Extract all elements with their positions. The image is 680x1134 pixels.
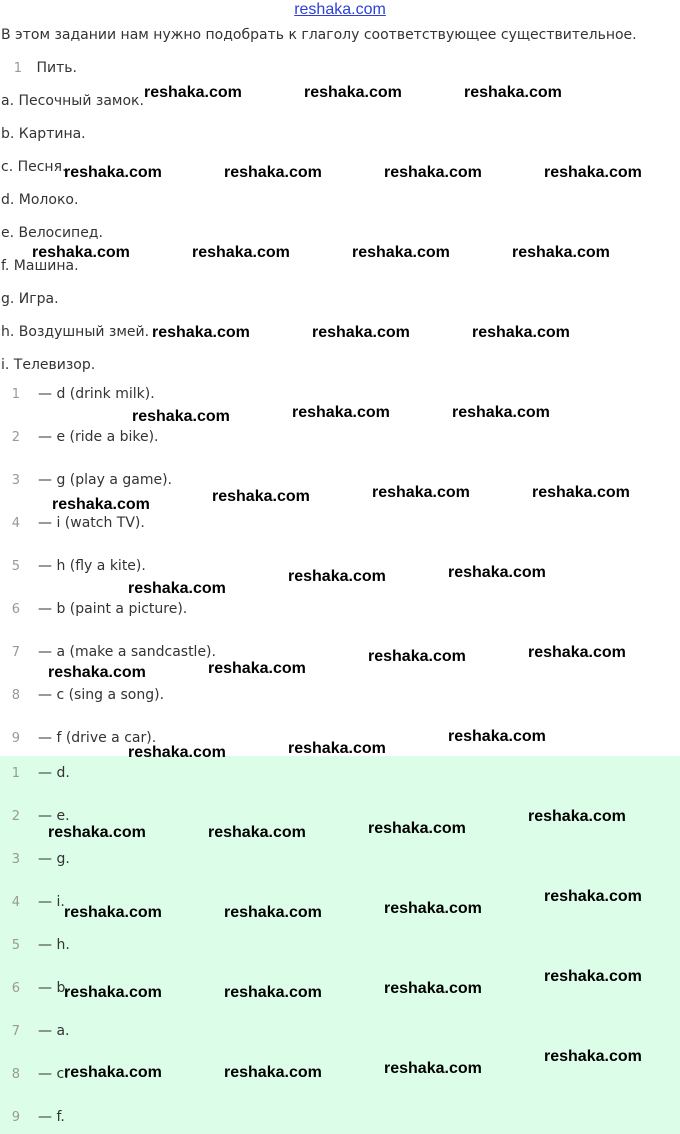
- match-text: — a (make a sandcastle).: [38, 644, 216, 660]
- answer-text: — h.: [38, 937, 70, 953]
- watermark: reshaka.com: [544, 888, 642, 905]
- watermark: reshaka.com: [528, 644, 626, 661]
- watermark: reshaka.com: [384, 900, 482, 917]
- watermark: reshaka.com: [192, 244, 290, 261]
- match-text: — f (drive a car).: [38, 730, 157, 746]
- watermark: reshaka.com: [368, 820, 466, 837]
- watermark: reshaka.com: [288, 740, 386, 757]
- match-row: [6, 386, 155, 402]
- match-row: [6, 429, 159, 445]
- watermark: reshaka.com: [224, 1064, 322, 1081]
- answer-number: 1: [11, 766, 20, 781]
- answer-row: [6, 851, 70, 867]
- watermark: reshaka.com: [212, 488, 310, 505]
- answer-row: [6, 808, 70, 824]
- match-number: 4: [11, 516, 20, 531]
- answer-text: — c.: [38, 1066, 69, 1082]
- watermark: reshaka.com: [152, 324, 250, 341]
- watermark: reshaka.com: [384, 164, 482, 181]
- watermark: reshaka.com: [224, 164, 322, 181]
- match-text: — d (drink milk).: [38, 386, 155, 402]
- watermark: reshaka.com: [224, 904, 322, 921]
- watermark: reshaka.com: [208, 660, 306, 677]
- answer-number: 6: [11, 981, 20, 996]
- watermark: reshaka.com: [452, 404, 550, 421]
- match-number: 2: [11, 430, 20, 445]
- answer-number: 9: [11, 1110, 20, 1125]
- watermark: reshaka.com: [384, 980, 482, 997]
- answer-row: [6, 765, 70, 781]
- answer-text: — a.: [38, 1023, 70, 1039]
- answer-number: 8: [11, 1067, 20, 1082]
- watermark: reshaka.com: [48, 664, 146, 681]
- answer-row: [6, 937, 70, 953]
- site-link[interactable]: reshaka.com: [294, 1, 386, 18]
- watermark: reshaka.com: [372, 484, 470, 501]
- watermark: reshaka.com: [312, 324, 410, 341]
- match-text: — e (ride a bike).: [38, 429, 159, 445]
- answer-row: [6, 1023, 69, 1039]
- match-row: [6, 601, 187, 617]
- watermark: reshaka.com: [544, 968, 642, 985]
- watermark: reshaka.com: [448, 564, 546, 581]
- watermark: reshaka.com: [288, 568, 386, 585]
- match-row: [6, 558, 146, 574]
- match-number: 6: [11, 602, 20, 617]
- watermark: reshaka.com: [208, 824, 306, 841]
- task-verb: Пить.: [36, 60, 77, 76]
- watermark: reshaka.com: [132, 408, 230, 425]
- watermark: reshaka.com: [64, 984, 162, 1001]
- match-number: 7: [11, 645, 20, 660]
- answer-text: — i.: [38, 894, 65, 910]
- answer-text: — f.: [38, 1109, 65, 1125]
- option-d: d. Молоко.: [1, 192, 79, 208]
- watermark: reshaka.com: [32, 244, 130, 261]
- answer-number: 3: [11, 852, 20, 867]
- option-i: i. Телевизор.: [1, 357, 96, 373]
- option-g: g. Игра.: [1, 291, 59, 307]
- answer-number: 7: [11, 1024, 20, 1039]
- option-h: h. Воздушный змей.: [1, 324, 150, 340]
- task-line: [8, 60, 77, 76]
- watermark: reshaka.com: [64, 1064, 162, 1081]
- watermark: reshaka.com: [144, 84, 242, 101]
- watermark: reshaka.com: [224, 984, 322, 1001]
- answer-number: 4: [11, 895, 20, 910]
- watermark: reshaka.com: [352, 244, 450, 261]
- watermark: reshaka.com: [512, 244, 610, 261]
- answer-text: — d.: [38, 765, 70, 781]
- watermark: reshaka.com: [544, 164, 642, 181]
- option-c: c. Песня.: [1, 159, 67, 175]
- answer-number: 5: [11, 938, 20, 953]
- watermark: reshaka.com: [64, 904, 162, 921]
- match-row: [6, 515, 145, 531]
- watermark: reshaka.com: [544, 1048, 642, 1065]
- watermark: reshaka.com: [64, 164, 162, 181]
- watermark: reshaka.com: [384, 1060, 482, 1077]
- watermark: reshaka.com: [128, 580, 226, 597]
- match-row: [6, 644, 216, 660]
- watermark: reshaka.com: [48, 824, 146, 841]
- answer-text: — b.: [38, 980, 70, 996]
- watermark: reshaka.com: [532, 484, 630, 501]
- match-number: 3: [11, 473, 20, 488]
- match-number: 1: [11, 387, 20, 402]
- intro-text: В этом задании нам нужно подобрать к глаголу соответствующее существительное.: [1, 27, 637, 43]
- answer-row: [6, 1066, 69, 1082]
- answer-row: [6, 1109, 65, 1125]
- watermark: reshaka.com: [464, 84, 562, 101]
- option-a: a. Песочный замок.: [1, 93, 144, 109]
- task-number: 1: [13, 61, 22, 76]
- match-row: [6, 472, 172, 488]
- watermark: reshaka.com: [52, 496, 150, 513]
- watermark: reshaka.com: [128, 744, 226, 761]
- match-text: — b (paint a picture).: [38, 601, 188, 617]
- match-number: 8: [11, 688, 20, 703]
- answer-row: [6, 980, 70, 996]
- match-text: — i (watch TV).: [38, 515, 145, 531]
- option-b: b. Картина.: [1, 126, 86, 142]
- answer-text: — g.: [38, 851, 70, 867]
- option-f: f. Машина.: [1, 258, 79, 274]
- watermark: reshaka.com: [304, 84, 402, 101]
- match-text: — h (fly a kite).: [38, 558, 146, 574]
- option-e: e. Велосипед.: [1, 225, 103, 241]
- answer-row: [6, 894, 65, 910]
- match-text: — c (sing a song).: [38, 687, 165, 703]
- match-number: 5: [11, 559, 20, 574]
- watermark: reshaka.com: [368, 648, 466, 665]
- match-row: [6, 687, 164, 703]
- answer-number: 2: [11, 809, 20, 824]
- match-text: — g (play a game).: [38, 472, 172, 488]
- watermark: reshaka.com: [448, 728, 546, 745]
- match-number: 9: [11, 731, 20, 746]
- watermark: reshaka.com: [528, 808, 626, 825]
- watermark: reshaka.com: [292, 404, 390, 421]
- watermark: reshaka.com: [472, 324, 570, 341]
- answer-text: — e.: [38, 808, 70, 824]
